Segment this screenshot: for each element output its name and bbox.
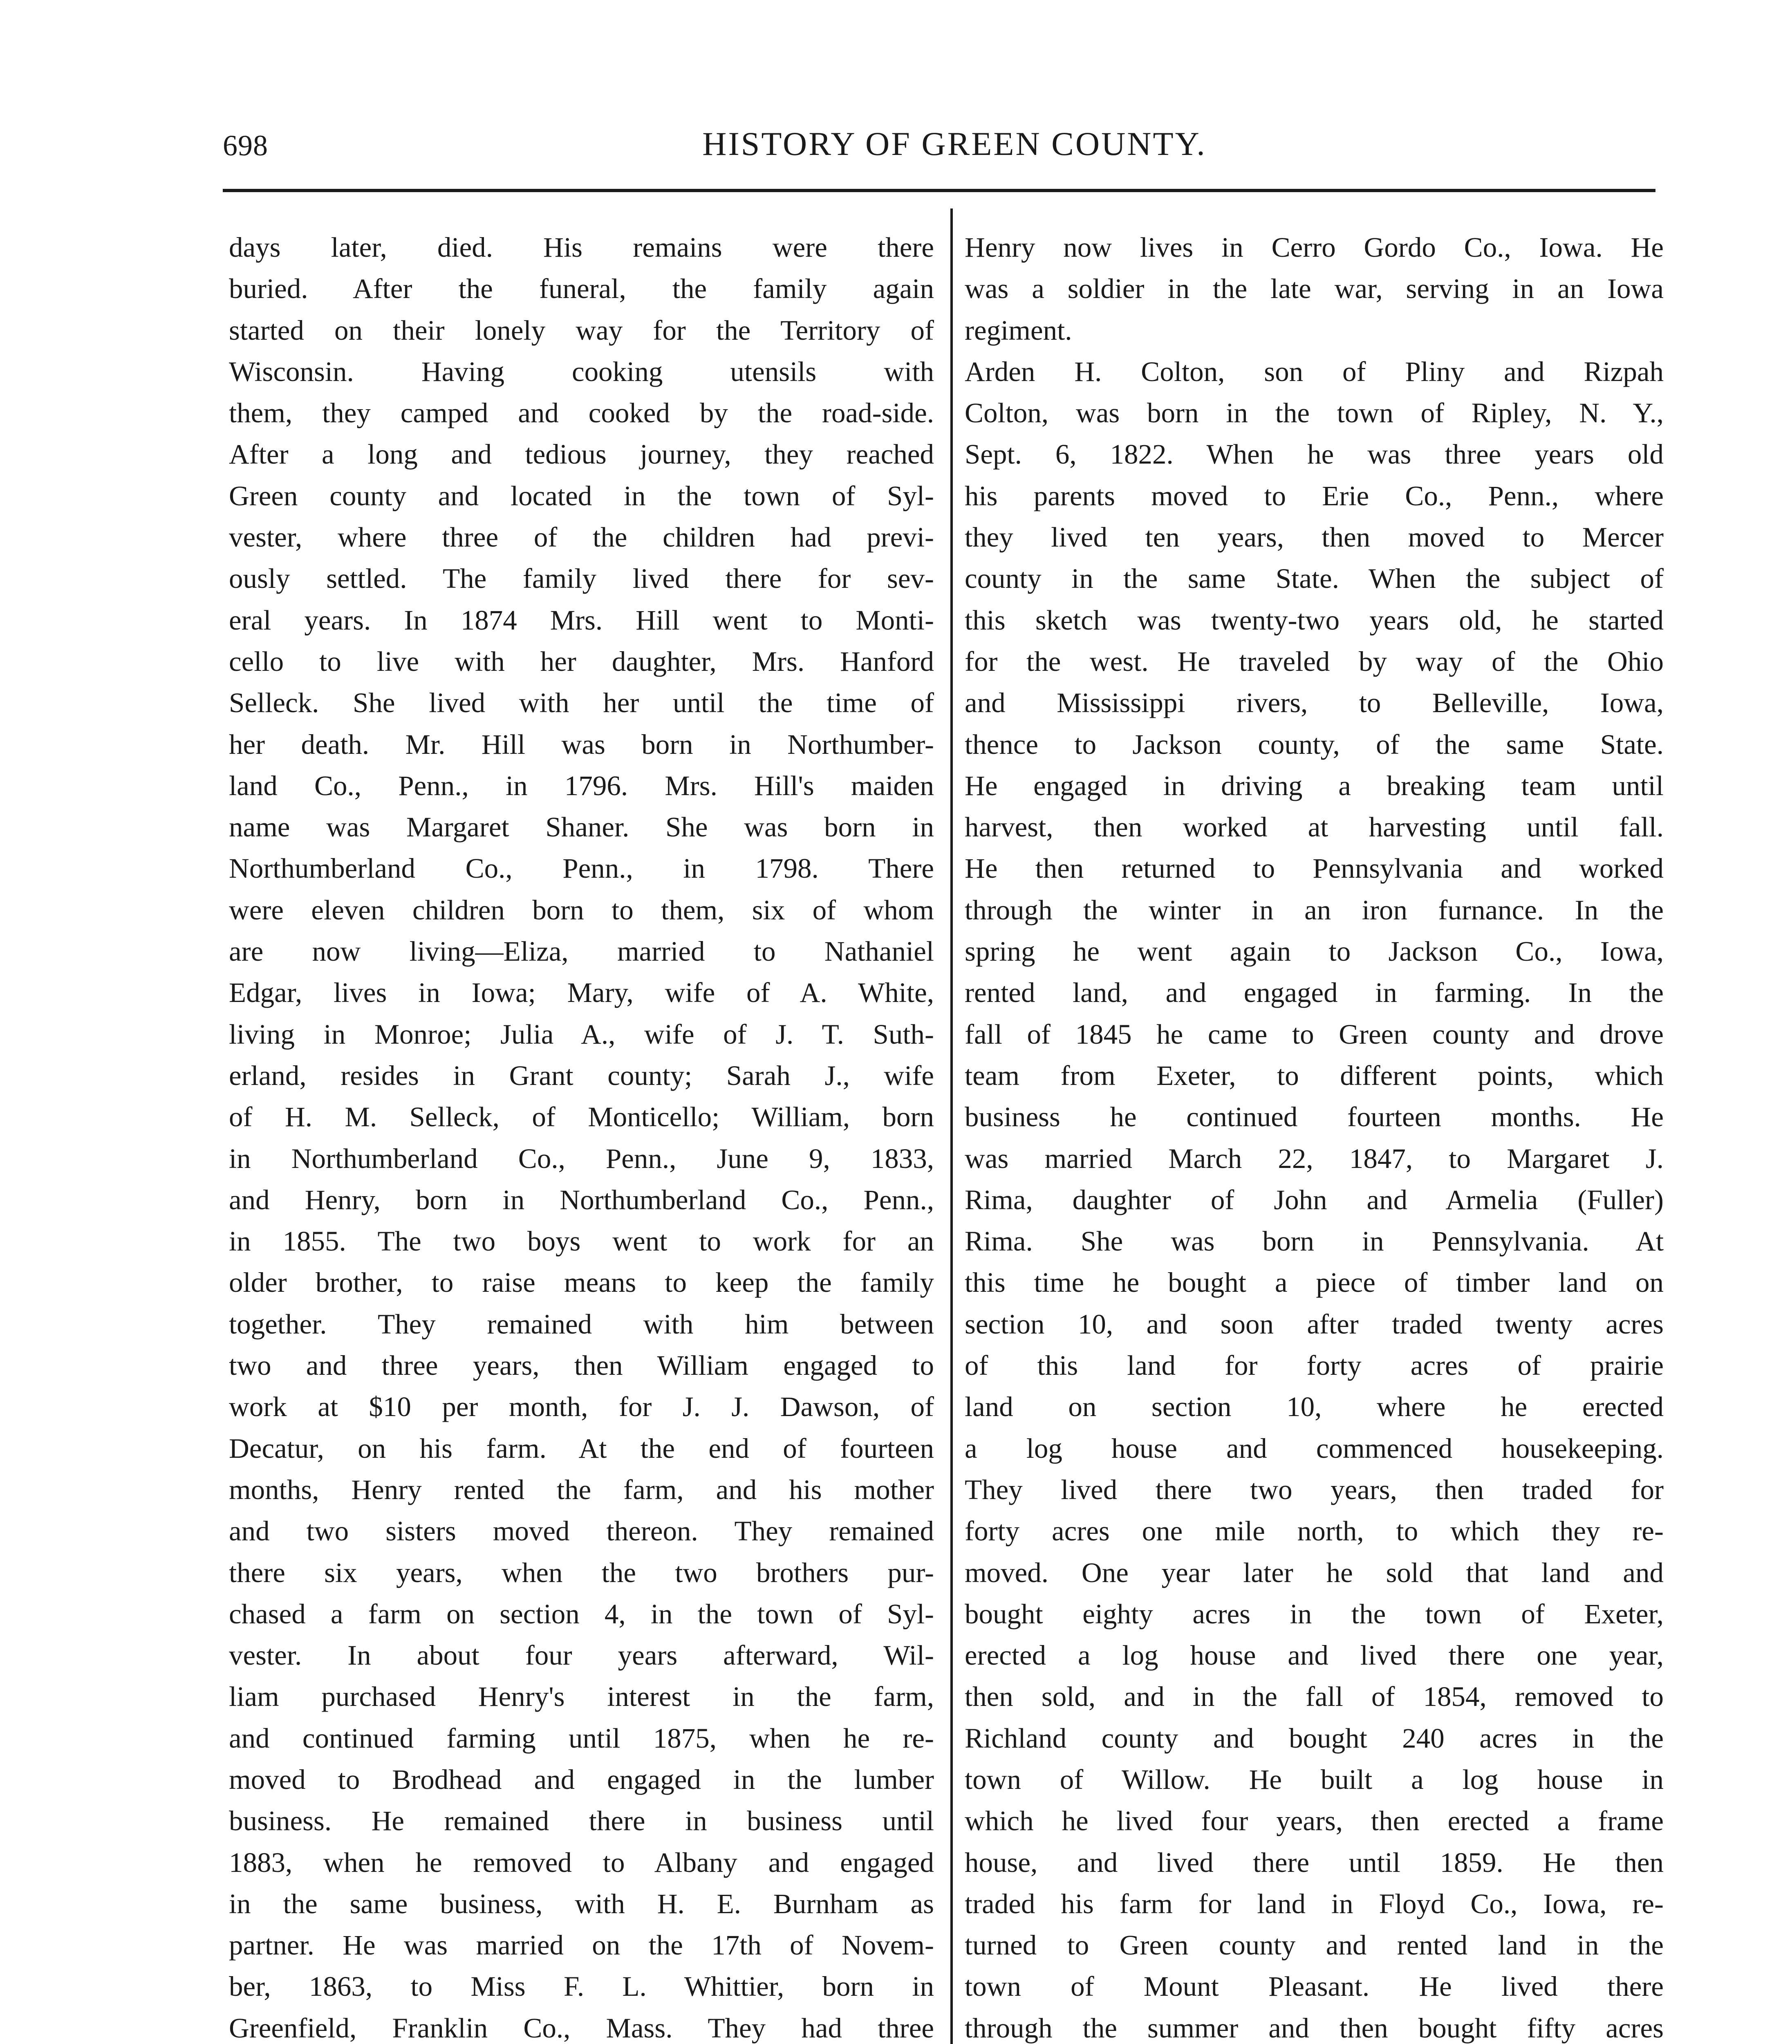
text-line: Rima. She was born in Pennsylvania. At xyxy=(965,1226,1664,1257)
text-line: vester, where three of the children had previ- xyxy=(229,522,934,553)
text-line: this sketch was twenty-two years old, he started xyxy=(965,604,1664,636)
text-line: Northumberland Co., Penn., in 1798. There xyxy=(229,853,934,884)
text-line: turned to Green county and rented land in the xyxy=(965,1930,1664,1961)
text-line: months, Henry rented the farm, and his mother xyxy=(229,1474,934,1505)
text-line: Richland county and bought 240 acres in the xyxy=(965,1722,1664,1754)
text-line: bought eighty acres in the town of Exeter, xyxy=(965,1598,1664,1629)
text-line: her death. Mr. Hill was born in Northumber- xyxy=(229,728,934,760)
text-line: his parents moved to Erie Co., Penn., where xyxy=(965,480,1664,511)
text-line: county in the same State. When the subject of xyxy=(965,563,1664,594)
text-line: which he lived four years, then erected a frame xyxy=(965,1805,1664,1837)
text-line: spring he went again to Jackson Co., Iowa, xyxy=(965,936,1664,967)
text-line: Green county and located in the town of Syl- xyxy=(229,480,934,511)
text-line: name was Margaret Shaner. She was born in xyxy=(229,811,934,843)
text-line: this time he bought a piece of timber land on xyxy=(965,1267,1664,1298)
text-line: there six years, when the two brothers pur- xyxy=(229,1557,934,1588)
text-line: Edgar, lives in Iowa; Mary, wife of A. White, xyxy=(229,977,934,1009)
text-line: forty acres one mile north, to which they re- xyxy=(965,1515,1664,1547)
text-line: moved to Brodhead and engaged in the lumber xyxy=(229,1764,934,1795)
text-line: Selleck. She lived with her until the time of xyxy=(229,687,934,719)
text-line: buried. After the funeral, the family again xyxy=(229,273,934,305)
left-column xyxy=(229,227,934,2044)
text-line: fall of 1845 he came to Green county and drove xyxy=(965,1018,1664,1050)
text-line: they lived ten years, then moved to Mercer xyxy=(965,522,1664,553)
text-line: vester. In about four years afterward, Wil- xyxy=(229,1640,934,1671)
text-line: land on section 10, where he erected xyxy=(965,1391,1664,1423)
text-line: and continued farming until 1875, when he re- xyxy=(229,1722,934,1754)
text-line: a log house and commenced housekeeping. xyxy=(965,1432,1664,1464)
right-column xyxy=(965,227,1664,2044)
text-line: harvest, then worked at harvesting until fall. xyxy=(965,811,1664,843)
text-line: town of Mount Pleasant. He lived there xyxy=(965,1971,1664,2002)
text-line: are now living—Eliza, married to Nathaniel xyxy=(229,936,934,967)
text-line: rented land, and engaged in farming. In the xyxy=(965,977,1664,1009)
text-line: Wisconsin. Having cooking utensils with xyxy=(229,356,934,387)
text-line: Arden H. Colton, son of Pliny and Rizpah xyxy=(965,356,1664,387)
text-line: in the same business, with H. E. Burnham as xyxy=(229,1888,934,1919)
text-line: Henry now lives in Cerro Gordo Co., Iowa. He xyxy=(965,232,1664,263)
text-line: business he continued fourteen months. He xyxy=(965,1101,1664,1133)
text-line: in Northumberland Co., Penn., June 9, 1833, xyxy=(229,1143,934,1174)
text-line: After a long and tedious journey, they reached xyxy=(229,439,934,470)
text-line: business. He remained there in business until xyxy=(229,1805,934,1837)
text-line: Sept. 6, 1822. When he was three years old xyxy=(965,439,1664,470)
text-line: house, and lived there until 1859. He then xyxy=(965,1847,1664,1878)
text-line: ously settled. The family lived there for sev- xyxy=(229,563,934,594)
text-line: was a soldier in the late war, serving in an Iowa xyxy=(965,273,1664,305)
text-line: partner. He was married on the 17th of Novem- xyxy=(229,1930,934,1961)
text-line: erected a log house and lived there one year, xyxy=(965,1640,1664,1671)
text-line: days later, died. His remains were there xyxy=(229,232,934,263)
text-line: cello to live with her daughter, Mrs. Hanford xyxy=(229,645,934,677)
text-line: of this land for forty acres of prairie xyxy=(965,1350,1664,1381)
text-line: liam purchased Henry's interest in the farm, xyxy=(229,1681,934,1712)
text-line: them, they camped and cooked by the road-side. xyxy=(229,397,934,429)
text-line: 1883, when he removed to Albany and engaged xyxy=(229,1847,934,1878)
header-rule xyxy=(223,189,1655,192)
text-line: erland, resides in Grant county; Sarah J., wife xyxy=(229,1060,934,1091)
text-line: chased a farm on section 4, in the town of Syl- xyxy=(229,1598,934,1629)
page-number: 698 xyxy=(223,129,268,162)
text-line: eral years. In 1874 Mrs. Hill went to Monti- xyxy=(229,604,934,636)
text-line: in 1855. The two boys went to work for an xyxy=(229,1226,934,1257)
text-line: started on their lonely way for the Territory of xyxy=(229,314,934,346)
text-line: He then returned to Pennsylvania and worked xyxy=(965,853,1664,884)
text-line: two and three years, then William engaged to xyxy=(229,1350,934,1381)
text-line: section 10, and soon after traded twenty acres xyxy=(965,1308,1664,1340)
text-line: moved. One year later he sold that land and xyxy=(965,1557,1664,1588)
text-line: traded his farm for land in Floyd Co., Iowa, re- xyxy=(965,1888,1664,1919)
text-line: thence to Jackson county, of the same State. xyxy=(965,728,1664,760)
text-line: land Co., Penn., in 1796. Mrs. Hill's maiden xyxy=(229,770,934,801)
text-line: then sold, and in the fall of 1854, removed to xyxy=(965,1681,1664,1712)
text-line: older brother, to raise means to keep the family xyxy=(229,1267,934,1298)
text-line: They lived there two years, then traded for xyxy=(965,1474,1664,1505)
text-line: town of Willow. He built a log house in xyxy=(965,1764,1664,1795)
text-line: and two sisters moved thereon. They remained xyxy=(229,1515,934,1547)
column-divider xyxy=(950,208,953,2044)
text-line: through the winter in an iron furnance. In the xyxy=(965,894,1664,926)
text-line: ber, 1863, to Miss F. L. Whittier, born in xyxy=(229,1971,934,2002)
running-title: HISTORY OF GREEN COUNTY. xyxy=(702,125,1207,162)
text-line: were eleven children born to them, six of whom xyxy=(229,894,934,926)
text-line: of H. M. Selleck, of Monticello; William, born xyxy=(229,1101,934,1133)
text-line: He engaged in driving a breaking team until xyxy=(965,770,1664,801)
text-line: and Mississippi rivers, to Belleville, Iowa, xyxy=(965,687,1664,719)
text-line: was married March 22, 1847, to Margaret J. xyxy=(965,1143,1664,1174)
text-line: living in Monroe; Julia A., wife of J. T. Suth- xyxy=(229,1018,934,1050)
text-line: Decatur, on his farm. At the end of fourteen xyxy=(229,1432,934,1464)
text-line: for the west. He traveled by way of the Ohio xyxy=(965,645,1664,677)
text-line: team from Exeter, to different points, which xyxy=(965,1060,1664,1091)
text-line: Greenfield, Franklin Co., Mass. They had three xyxy=(229,2012,934,2044)
text-line: Colton, was born in the town of Ripley, N. Y., xyxy=(965,397,1664,429)
text-line: through the summer and then bought fifty acres xyxy=(965,2012,1664,2044)
text-line: regiment. xyxy=(965,314,1072,346)
text-line: and Henry, born in Northumberland Co., Penn., xyxy=(229,1184,934,1215)
text-line: together. They remained with him between xyxy=(229,1308,934,1340)
text-line: work at $10 per month, for J. J. Dawson, of xyxy=(229,1391,934,1423)
text-line: Rima, daughter of John and Armelia (Fuller) xyxy=(965,1184,1664,1215)
